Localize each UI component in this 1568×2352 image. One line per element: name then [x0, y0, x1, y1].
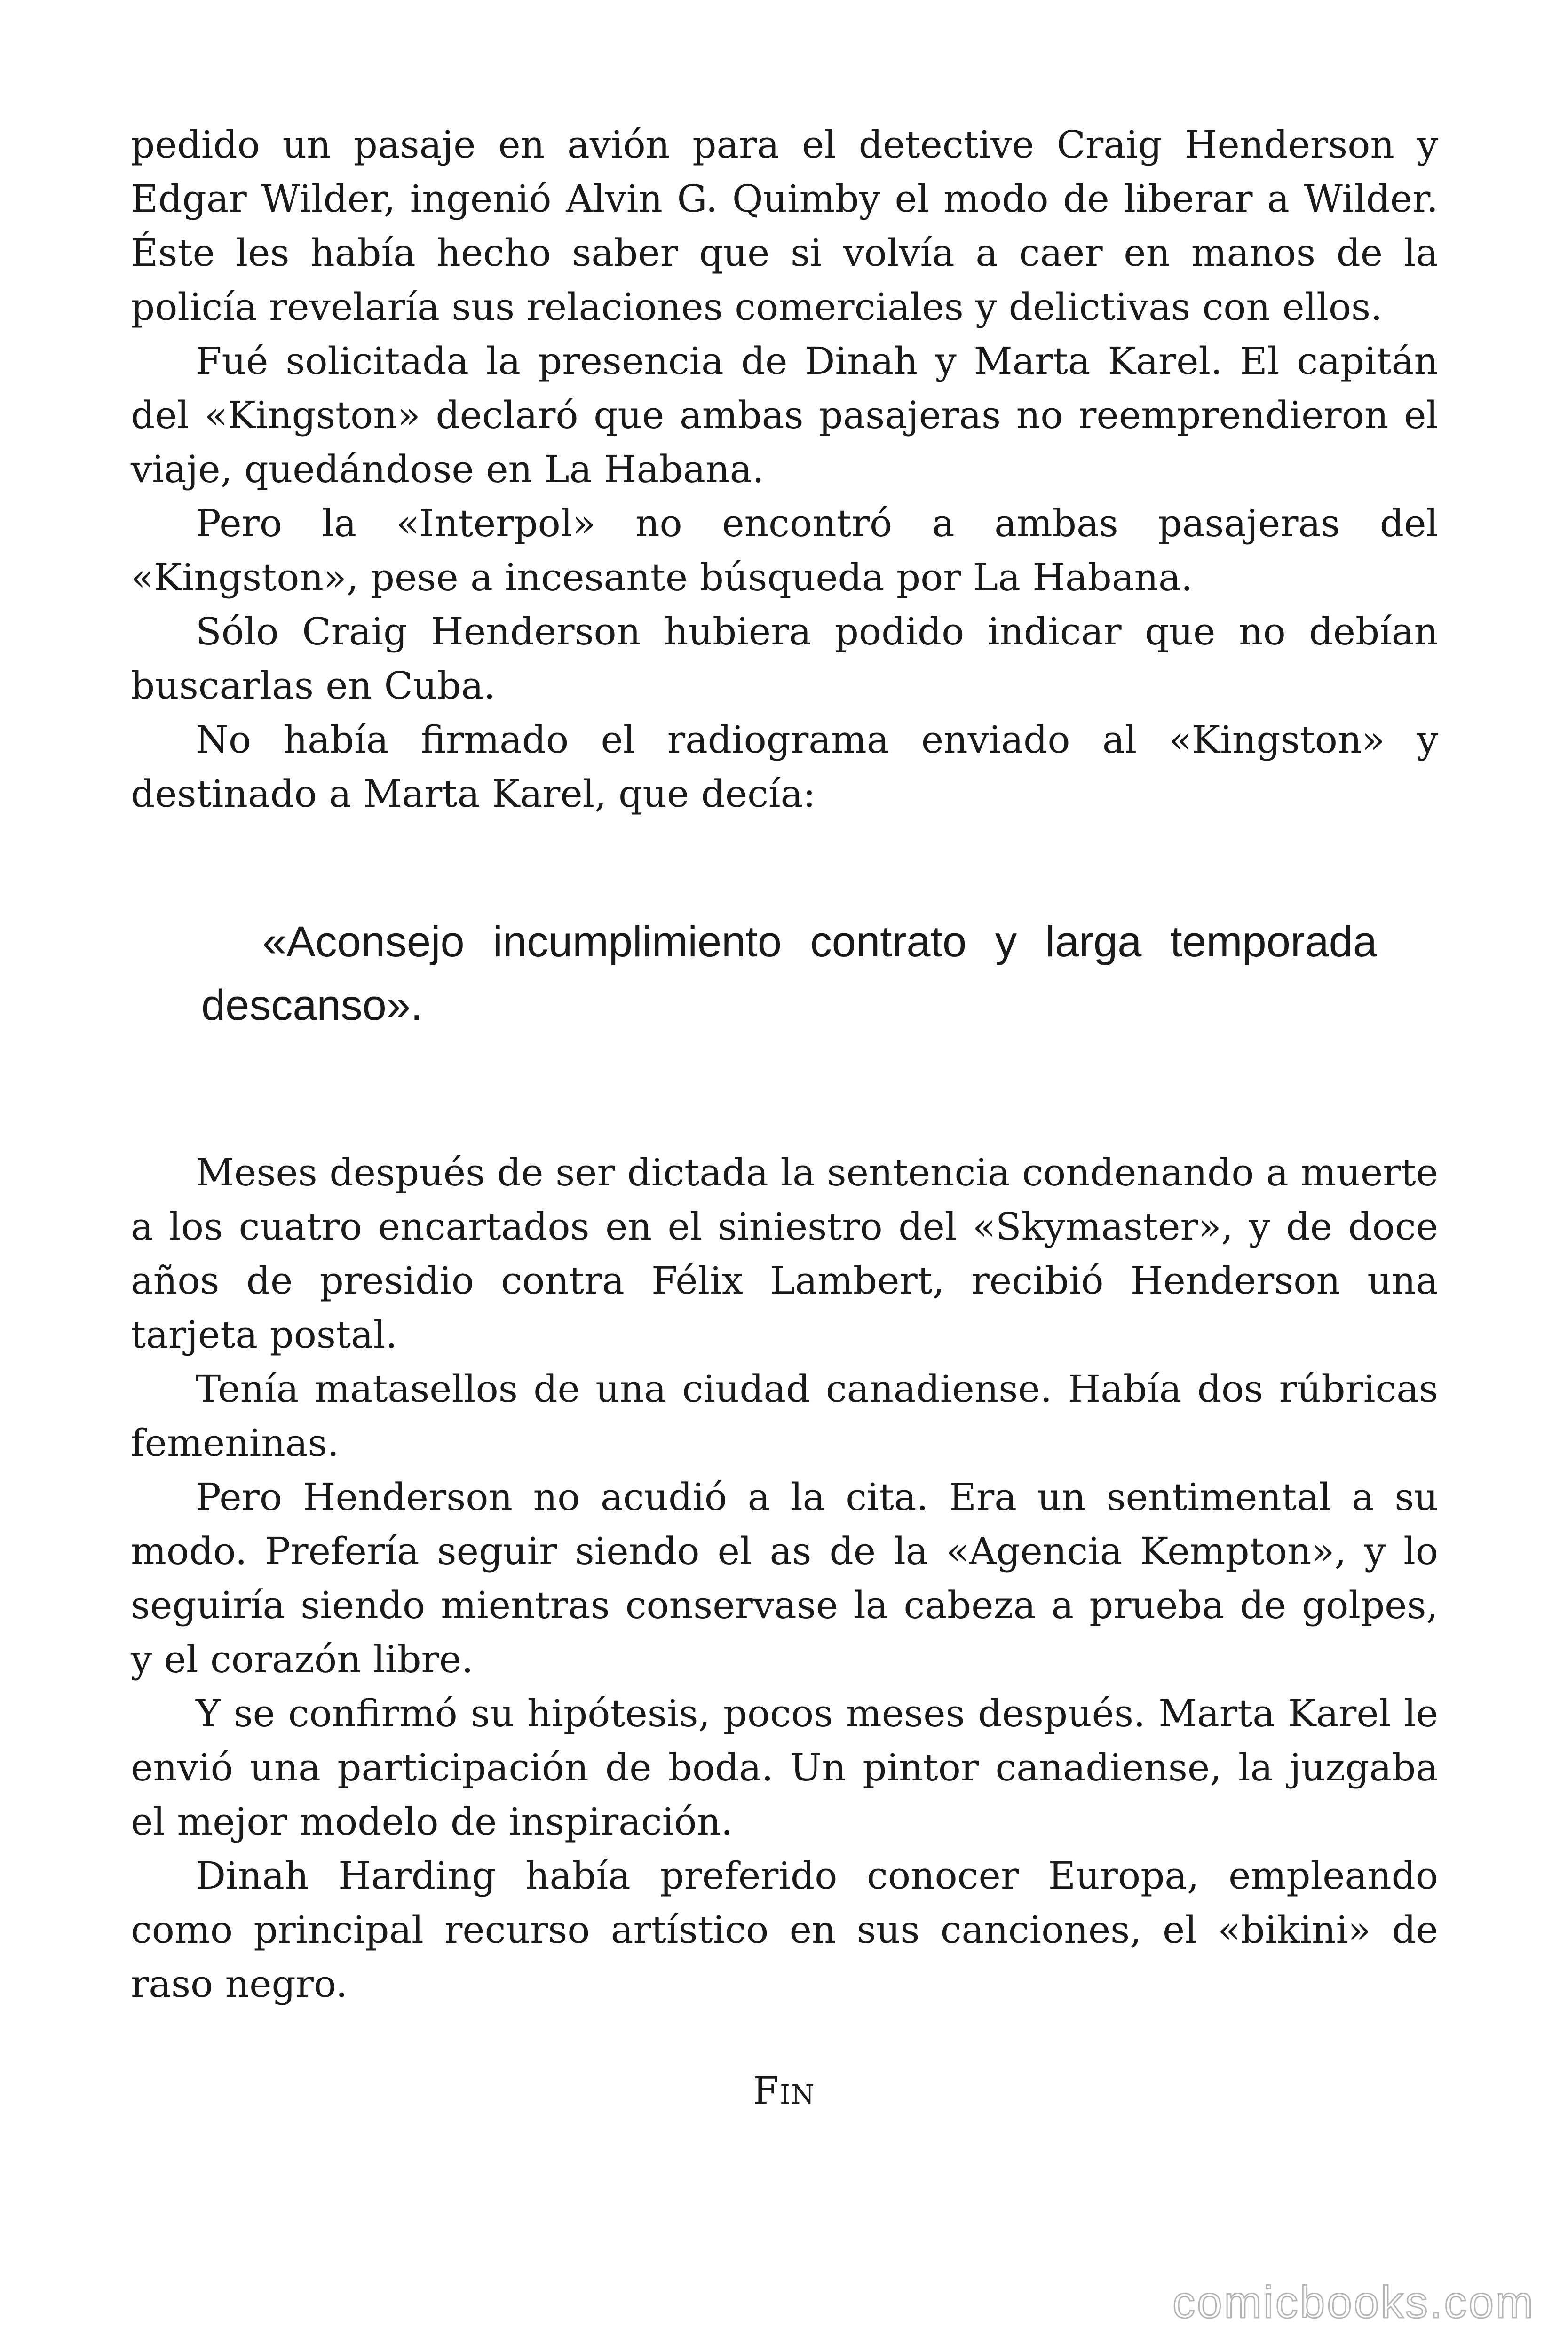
paragraph: Pero Henderson no acudió a la cita. Era un sentimental a su modo. Prefería seguir siendo el as de la «Agencia Kempton», y lo seguiría siendo mientras conservase la cabeza a prueba de golpes, y el corazón libre.: [131, 1475, 1438, 1681]
paragraph: pedido un pasaje en avión para el detective Craig Henderson y Edgar Wilder, ingenió Alvin G. Quimby el modo de liberar a Wilder. Éste les había hecho saber que si volvía a caer en manos de la policía revelaría sus relaciones comerciales y delictivas con ellos.: [131, 123, 1438, 329]
paragraph: Y se confirmó su hipótesis, pocos meses después. Marta Karel le envió una participación de boda. Un pintor canadiense, la juzgaba el mejor modelo de inspiración.: [131, 1692, 1438, 1843]
end-mark: Fin: [752, 2069, 816, 2113]
paragraph: No había firmado el radiograma enviado al «Kingston» y destinado a Marta Karel, que decía:: [131, 718, 1438, 816]
paragraph: Tenía matasellos de una ciudad canadiense. Había dos rúbricas femeninas.: [131, 1367, 1438, 1465]
radiogram-quote: «Aconsejo incumplimiento contrato y larga temporada descanso».: [201, 918, 1377, 1029]
paragraph: Fué solicitada la presencia de Dinah y Marta Karel. El capitán del «Kingston» declaró que ambas pasajeras no reemprendieron el viaje, quedándose en La Habana.: [131, 339, 1438, 491]
paragraph: Dinah Harding había preferido conocer Europa, empleando como principal recurso artístico en sus canciones, el «bikini» de raso negro.: [131, 1854, 1438, 2006]
paragraph: Meses después de ser dictada la sentencia condenando a muerte a los cuatro encartados en el siniestro del «Skymaster», y de doce años de presidio contra Félix Lambert, recibió Henderson una tarjeta postal.: [131, 1151, 1438, 1357]
watermark: comicbooks.com: [1172, 2277, 1535, 2328]
page-body: [131, 118, 1438, 2011]
paragraph: Pero la «Interpol» no encontró a ambas pasajeras del «Kingston», pese a incesante búsqueda por La Habana.: [131, 501, 1438, 599]
paragraph: Sólo Craig Henderson hubiera podido indicar que no debían buscarlas en Cuba.: [131, 610, 1438, 707]
